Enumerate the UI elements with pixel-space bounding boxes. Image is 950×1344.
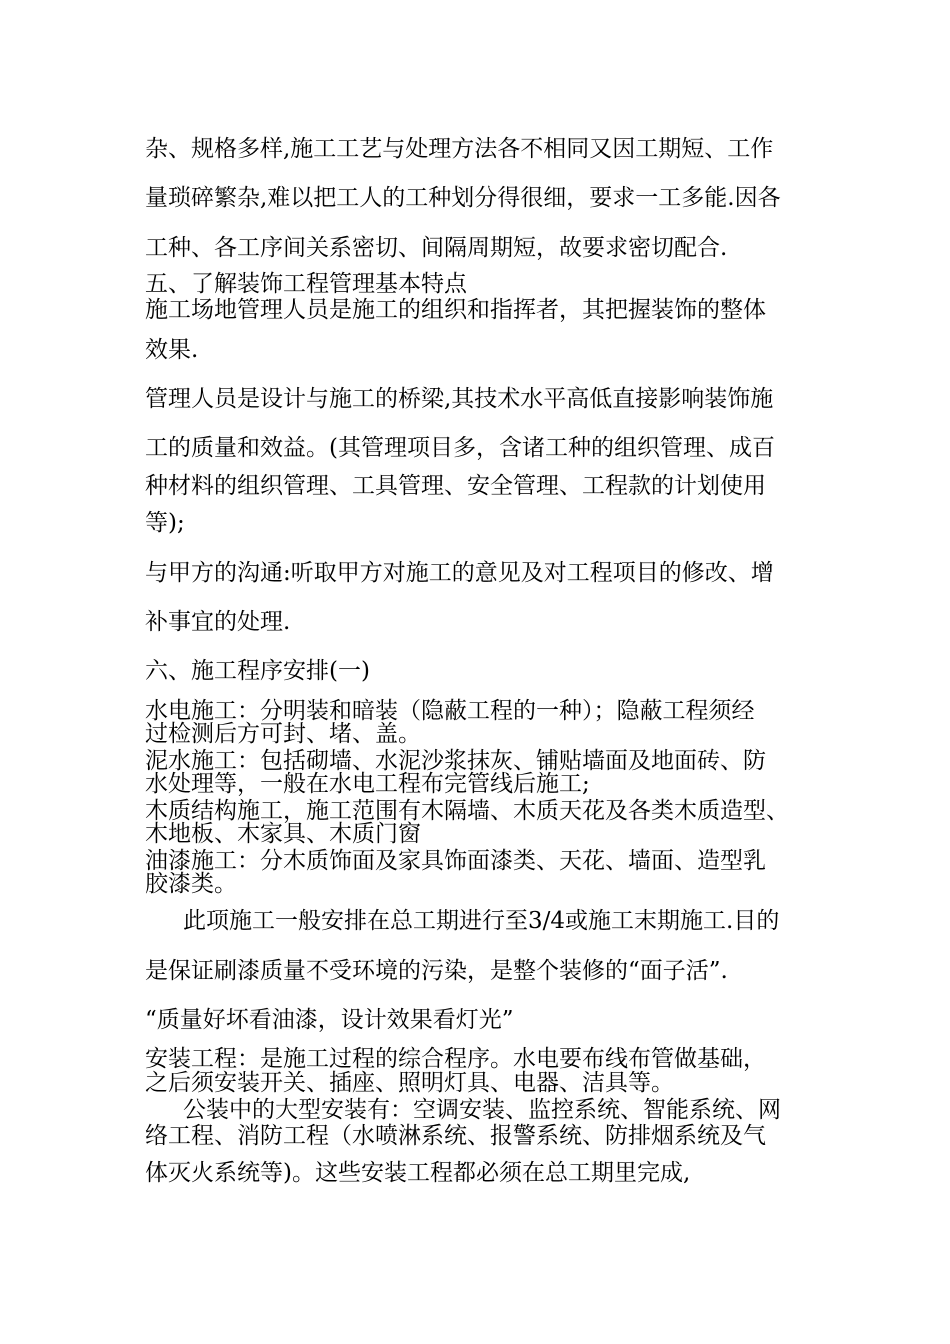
- text-line: 工的质量和效益。(其管理项目多，含诸工种的组织管理、成百: [145, 435, 775, 461]
- text-line: 泥水施工：包括砌墙、水泥沙浆抹灰、铺贴墙面及地面砖、防: [145, 748, 766, 774]
- section-heading: 六、施工程序安排(一): [145, 658, 370, 684]
- text-line: 水电施工：分明装和暗装（隐蔽工程的一种）；隐蔽工程须经: [145, 698, 755, 724]
- text-line: 等);: [145, 510, 185, 536]
- text-line: 与甲方的沟通:听取甲方对施工的意见及对工程项目的修改、增: [145, 560, 774, 586]
- text-line: 种材料的组织管理、工具管理、安全管理、工程款的计划使用: [145, 473, 766, 499]
- text-line: 之后须安装开关、插座、照明灯具、电器、洁具等。: [145, 1070, 674, 1096]
- text-line: 工种、各工序间关系密切、间隔周期短，故要求密切配合.: [145, 235, 728, 261]
- text-line: 过检测后方可封、堵、盖。: [145, 721, 421, 747]
- text-line: 效果.: [145, 337, 199, 363]
- text-line: 水处理等，一般在水电工程布完管线后施工;: [145, 771, 590, 797]
- text-line: 络工程、消防工程（水喷淋系统、报警系统、防排烟系统及气: [145, 1123, 766, 1149]
- text-line: 公装中的大型安装有：空调安装、监控系统、智能系统、网: [183, 1097, 781, 1123]
- text-line: 木质结构施工，施工范围有木隔墙、木质天花及各类木质造型、: [145, 798, 789, 824]
- text-line: “质量好坏看油漆，设计效果看灯光”: [145, 1007, 514, 1033]
- text-line: 补事宜的处理.: [145, 609, 291, 635]
- text-line: 量琐碎繁杂,难以把工人的工种划分得很细，要求一工多能.因各: [145, 185, 781, 211]
- text-line: 是保证刷漆质量不受环境的污染，是整个装修的“面子活”.: [145, 958, 728, 984]
- text-line: 管理人员是设计与施工的桥梁,其技术水平高低直接影响装饰施: [145, 386, 774, 412]
- text-line: 施工场地管理人员是施工的组织和指挥者，其把握装饰的整体: [145, 297, 766, 323]
- text-line: 体灭火系统等)。这些安装工程都必须在总工期里完成,: [145, 1160, 691, 1186]
- text-line: 杂、规格多样,施工工艺与处理方法各不相同又因工期短、工作: [145, 136, 774, 162]
- text-line: 胶漆类。: [145, 871, 237, 897]
- text-line: 此项施工一般安排在总工期进行至3/4或施工末期施工.目的: [183, 908, 780, 934]
- text-line: 木地板、木家具、木质门窗: [145, 821, 421, 847]
- text-line: 油漆施工：分木质饰面及家具饰面漆类、天花、墙面、造型乳: [145, 848, 766, 874]
- text-line: 安装工程：是施工过程的综合程序。水电要布线布管做基础，: [145, 1046, 766, 1072]
- section-heading: 五、了解装饰工程管理基本特点: [145, 271, 467, 297]
